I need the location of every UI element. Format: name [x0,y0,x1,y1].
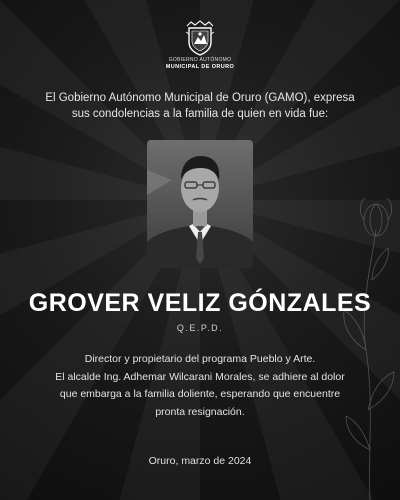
municipal-logo [0,20,400,70]
org-name-line1: GOBIERNO AUTÓNOMO [168,57,232,63]
intro-line: El Gobierno Autónomo Municipal de Oruro (GAMO), expresa [45,92,355,104]
intro-line: sus condolencias a la familia de quien en vida fue: [71,108,329,120]
qepd-label: Q.E.P.D. [176,323,224,333]
condolence-message [25,351,375,421]
municipal-seal-icon [183,20,217,56]
message-line: Director y propietario del programa Pueblo y Arte. [84,353,316,365]
date-text: Oruro, marzo de 2024 [148,455,252,467]
deceased-name: GROVER VELIZ GÓNZALES [28,289,372,317]
message-line: que embarga a la familia doliente, esperando que encuentre [59,388,341,400]
portrait-illustration [147,140,253,268]
intro-text [30,90,370,122]
message-line: pronta resignación. [155,405,245,418]
org-name-line2: MUNICIPAL DE ORURO [165,64,235,70]
portrait-photo [147,140,253,268]
message-line: El alcalde Ing. Adhemar Wilcarani Morales, se adhiere al dolor [55,370,345,383]
